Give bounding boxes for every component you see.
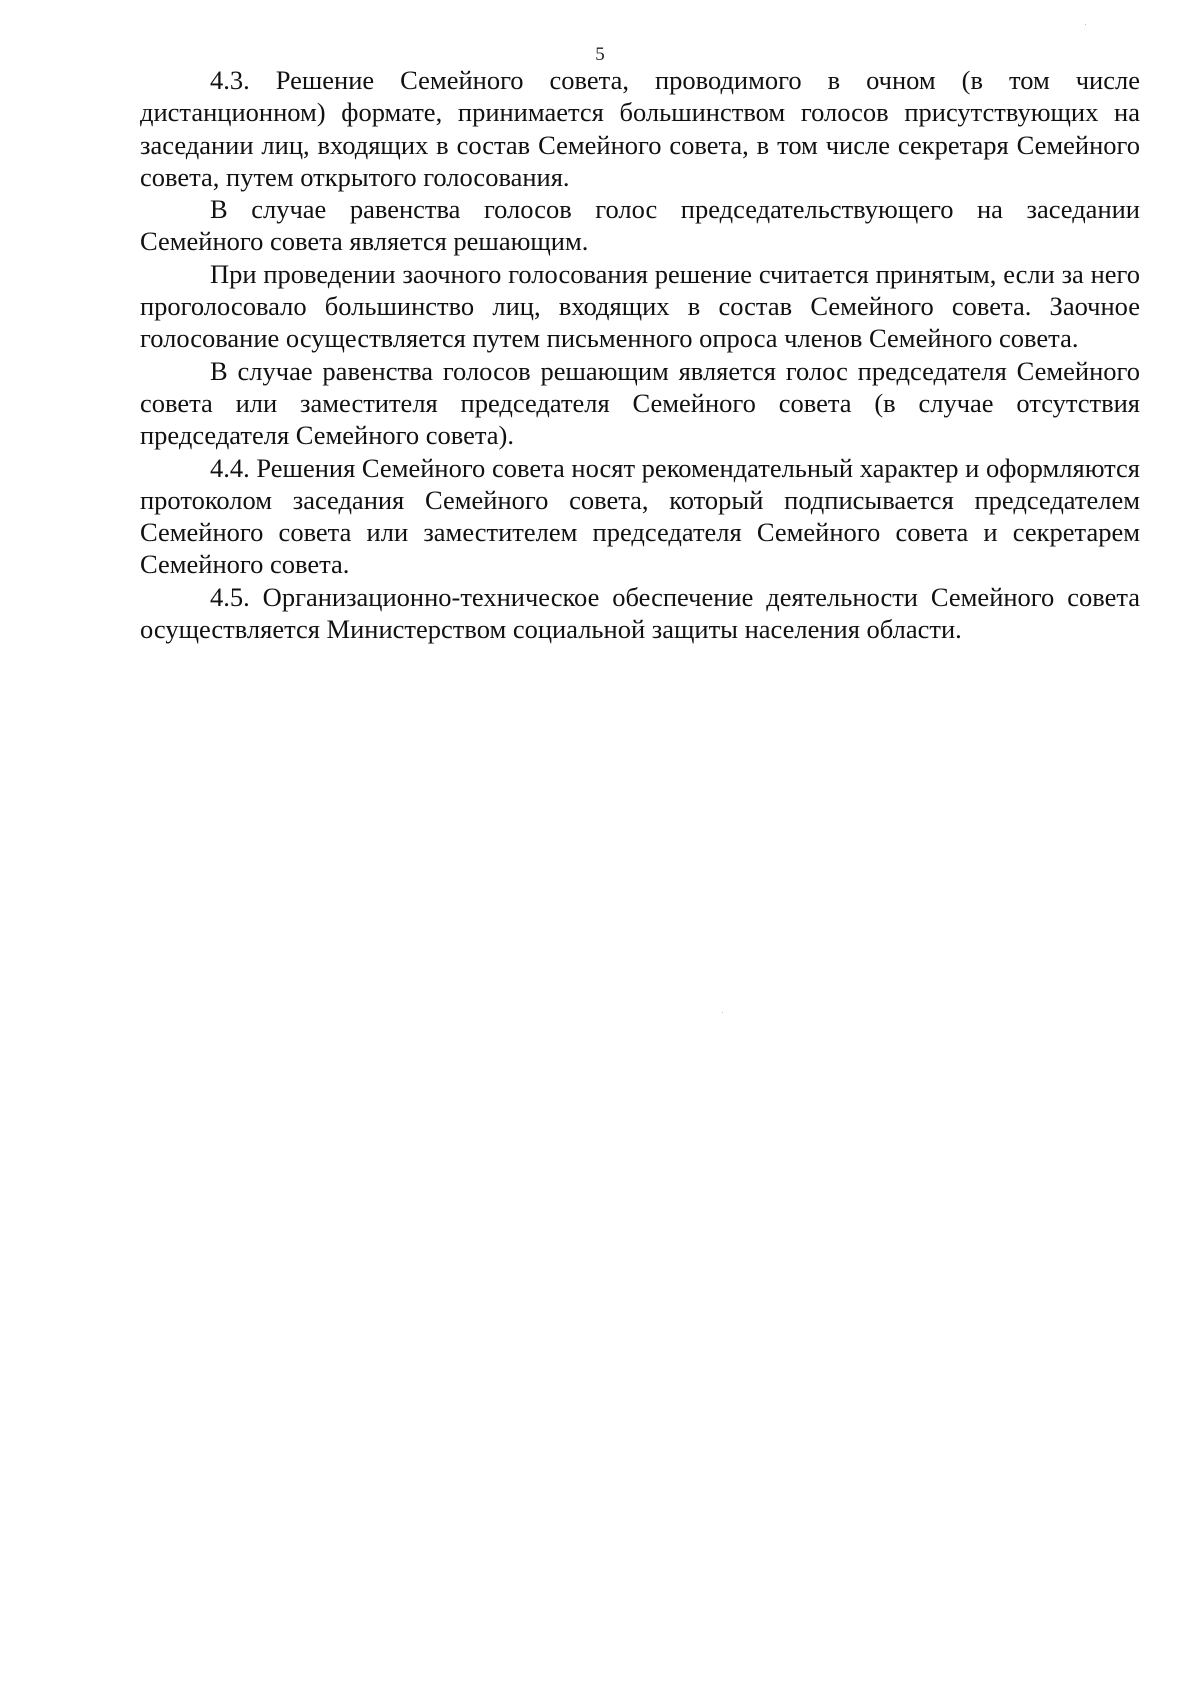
paragraph-4-5: 4.5. Организационно-техническое обеспечение деятельности Семейного совета осуществляется Министерством социальной защиты населения области. [140, 581, 1140, 645]
paragraph-4-4: 4.4. Решения Семейного совета носят рекомендательный характер и оформляются протоколом заседания Семейного совета, который подписывается председателем Семейного совета или заместителем председателя Семейного совета и секретарем Семейного совета. [140, 452, 1140, 580]
paragraph-tie-vote-in-person: В случае равенства голосов голос председательствующего на заседании Семейного совета является решающим. [140, 194, 1140, 257]
scan-speck [1085, 24, 1086, 25]
paragraph-absentee-voting: При проведении заочного голосования решение считается принятым, если за него проголосовало большинство лиц, входящих в состав Семейного совета. Заочное голосование осуществляется путем письменного опроса членов Семейного совета. [140, 258, 1140, 354]
scan-speck [722, 1012, 723, 1013]
page-number: 5 [595, 44, 605, 65]
document-body [140, 64, 1140, 645]
paragraph-tie-vote-absentee: В случае равенства голосов решающим является голос председателя Семейного совета или заместителя председателя Семейного совета (в случае отсутствия председателя Семейного совета). [140, 355, 1140, 451]
paragraph-4-3: 4.3. Решение Семейного совета, проводимого в очном (в том числе дистанционном) формате, принимается большинством голосов присутствующих на заседании лиц, входящих в состав Семейного совета, в том числе секретаря Семейного совета, путем открытого голосования. [140, 65, 1140, 192]
